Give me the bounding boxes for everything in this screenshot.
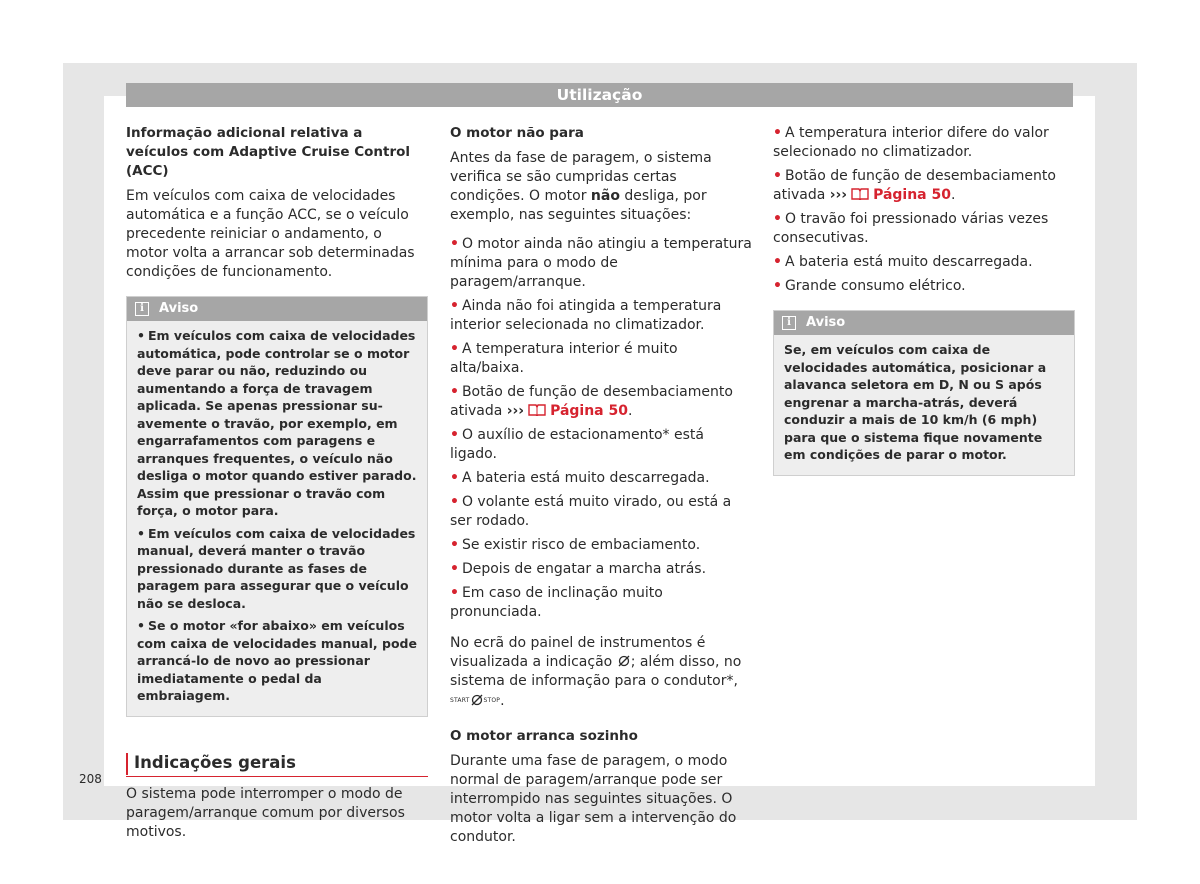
- list-item: • Depois de engatar a marcha atrás.: [450, 561, 707, 577]
- page-reference-link[interactable]: Página 50: [550, 403, 628, 419]
- indicator-paragraph: No ecrã do painel de instrumentos é visualizada a indicação ; além disso, no sistema de informação para o condutor*, $^{START}$ $^{STOP}$.: [450, 635, 742, 709]
- list-item: • Em caso de inclinação muito pronunciada.: [450, 585, 663, 620]
- list-item: • Se existir risco de embaciamento.: [450, 537, 701, 553]
- start-stop-off-icon: [470, 693, 484, 707]
- acc-heading: Informação adicional relativa a veículos com Adaptive Cruise Control (ACC): [126, 125, 411, 179]
- list-item: • A temperatura interior é muito alta/baixa.: [450, 341, 678, 376]
- motor-nao-para-intro: Antes da fase de paragem, o sistema verifica se são cumpridas certas condições. O motor não desliga, por exemplo, nas seguintes situações:: [450, 150, 712, 223]
- section-paragraph: O sistema pode interromper o modo de paragem/arranque comum por diversos motivos.: [126, 785, 405, 840]
- section-title: Indicações gerais: [126, 753, 428, 776]
- stop-label: STOP: [483, 697, 501, 704]
- list-item: • Botão de função de desembaciamento ativada ››› Página 50.: [773, 168, 1056, 203]
- list-item: • Botão de função de desembaciamento ativada ››› Página 50.: [450, 384, 733, 419]
- page-number: 208: [79, 772, 102, 786]
- list-item: • A temperatura interior difere do valor selecionado no climatizador.: [773, 125, 1049, 160]
- aviso-item: • Em veículos com caixa de velocidades manual, deverá manter o travão pressionado durante as fases de paragem para assegurar que o veículo não se desloca.: [137, 525, 416, 611]
- list-item: • Grande consumo elétrico.: [773, 278, 966, 294]
- aviso-body: [127, 321, 427, 716]
- acc-paragraph: Em veículos com caixa de velocidades automática e a função ACC, se o veículo precedente reiniciar o andamento, o motor volta a arrancar sob determinadas condições de funcionamento.: [126, 188, 415, 280]
- motor-arranca-paragraph: Durante uma fase de paragem, o modo normal de paragem/arranque pode ser interrompido nas seguintes situações. O motor volta a ligar sem a intervenção do condutor.: [450, 753, 737, 845]
- list-item: • O auxílio de estacionamento* está ligado.: [450, 427, 704, 462]
- page-header: Utilização: [126, 83, 1073, 107]
- aviso-item: • Se o motor «for abaixo» em veículos com caixa de velocidades manual, pode arrancá-lo de novo ao pressionar imediatamente o pedal da embraiagem.: [137, 618, 417, 703]
- aviso-text: Se, em veículos com caixa de velocidades automática, posicionar a alavanca seletora em D, N ou S após engrenar a marcha-atrás, deverá conduzir a mais de 10 km/h (6 mph) para que o sistema fique novamente em condições de parar o motor.: [784, 342, 1047, 462]
- info-icon: i: [135, 302, 149, 316]
- start-label: START: [450, 697, 470, 704]
- ref-arrows: ›››: [829, 187, 848, 203]
- page-reference-link[interactable]: Página 50: [873, 187, 951, 203]
- aviso-header: [774, 311, 1074, 335]
- info-icon: i: [782, 316, 796, 330]
- list-item: • O travão foi pressionado várias vezes consecutivas.: [773, 211, 1049, 246]
- section-rule: [126, 776, 428, 777]
- aviso-box: [773, 310, 1075, 476]
- aviso-body: [774, 335, 1074, 475]
- book-ref-icon: [527, 403, 547, 416]
- aviso-title: Aviso: [806, 315, 846, 330]
- list-item: • A bateria está muito descarregada.: [450, 470, 710, 486]
- list-item: • Ainda não foi atingida a temperatura interior selecionada no climatizador.: [450, 298, 722, 333]
- start-stop-off-icon: [617, 654, 631, 668]
- book-ref-icon: [850, 187, 870, 200]
- column-1: [126, 124, 428, 849]
- list-item: • O motor ainda não atingiu a temperatura mínima para o modo de paragem/arranque.: [450, 236, 752, 290]
- aviso-title: Aviso: [159, 301, 199, 316]
- column-3: [773, 124, 1075, 476]
- motor-nao-para-heading: O motor não para: [450, 125, 584, 141]
- aviso-item: • Em veículos com caixa de velocidades automática, pode controlar se o motor deve parar ou não, reduzindo ou aumentando a força de travagem aplicada. Se apenas pressionar suavemente o travão, por exemplo, em engarrafamentos com paragens e arranques frequentes, o veículo não desliga o motor quando estiver parado. Assim que pressionar o travão com força, o motor para.: [137, 328, 417, 518]
- aviso-header: [127, 297, 427, 321]
- list-item: • O volante está muito virado, ou está a ser rodado.: [450, 494, 732, 529]
- column-2: [450, 124, 752, 854]
- list-item: • A bateria está muito descarregada.: [773, 254, 1033, 270]
- ref-arrows: ›››: [506, 403, 525, 419]
- aviso-box: [126, 296, 428, 717]
- motor-arranca-heading: O motor arranca sozinho: [450, 728, 638, 744]
